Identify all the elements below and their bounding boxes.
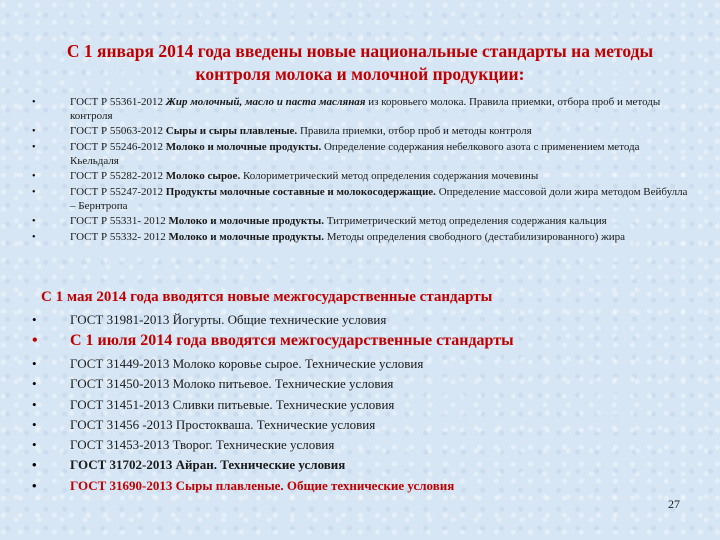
list-item (32, 125, 690, 139)
standard-code: ГОСТ Р 55361-2012 (70, 96, 164, 108)
bullet-icon: • (32, 216, 36, 228)
bullet-icon: • (32, 231, 36, 243)
national-standards-list (32, 96, 690, 247)
list-item (32, 437, 454, 457)
bullet-icon: • (32, 477, 37, 493)
july-standards-list (32, 356, 455, 498)
standard-name: Молоко и молочные продукты. (168, 215, 324, 228)
bullet-icon: • (32, 186, 36, 198)
bullet-icon: • (32, 171, 36, 183)
standard-code: ГОСТ Р 55332- 2012 (70, 230, 166, 243)
standard-code: ГОСТ Р 55246-2012 (70, 140, 164, 153)
standard-desc: Правила приемки, отбор проб и методы контроля (297, 125, 532, 138)
list-item (32, 96, 690, 123)
bullet-icon: • (32, 376, 37, 392)
july-heading: С 1 июля 2014 года вводятся межгосударственные стандарты (70, 332, 514, 349)
standard-desc: Титриметрический метод определения содержания кальция (323, 215, 607, 228)
july-heading-list (32, 331, 514, 351)
may-standards-list (32, 312, 387, 328)
standard-text: ГОСТ 31449-2013 Молоко коровье сырое. Технические условия (70, 356, 424, 371)
standard-code: ГОСТ Р 55282-2012 (70, 170, 164, 183)
standard-code: ГОСТ Р 55331- 2012 (70, 215, 166, 228)
standard-name: Сыры и сыры плавленые. (165, 125, 298, 138)
list-item (32, 215, 690, 229)
bullet-icon: • (32, 356, 37, 371)
standard-code: ГОСТ Р 55063-2012 (70, 125, 164, 138)
standard-name: Продукты молочные составные и молокосодержащие. (165, 185, 436, 198)
bullet-icon: • (32, 416, 37, 432)
standard-name: Молоко сырое. (165, 170, 241, 183)
bullet-icon: • (32, 396, 37, 412)
standard-text: ГОСТ 31690-2013 Сыры плавленые. Общие технические условия (70, 477, 455, 493)
list-item (32, 170, 690, 184)
bullet-icon: • (32, 126, 36, 138)
standard-code: ГОСТ Р 55247-2012 (70, 185, 164, 198)
standard-desc: Определение массовой доли жира методом Вейбулла – Бернтропа (70, 185, 688, 212)
bullet-icon: • (32, 437, 37, 453)
list-item (32, 331, 514, 351)
page-number: 27 (668, 497, 680, 511)
standard-text: ГОСТ 31450-2013 Молоко питьевое. Технические условия (70, 376, 394, 392)
list-item (32, 185, 690, 213)
list-item (32, 230, 690, 245)
standard-desc: из коровьего молока. Правила приемки, отбора проб и методы контроля (70, 96, 661, 122)
standard-name: Жир молочный, масло и паста масляная (165, 96, 366, 108)
list-item (32, 477, 455, 498)
bullet-icon: • (32, 97, 36, 108)
list-item (32, 140, 690, 168)
standard-desc: Определение содержания небелкового азота с применением метода Кьельдаля (70, 140, 640, 167)
list-item (32, 312, 387, 328)
bullet-icon: • (32, 141, 36, 153)
standard-desc: Колориметрический метод определения содержания мочевины (240, 170, 539, 183)
standard-text: ГОСТ 31702-2013 Айран. Технические условия (70, 457, 346, 473)
slide-title: С 1 января 2014 года введены новые национальные стандарты на методы контроля молока и молочной продукции: (66, 41, 654, 84)
standard-text: ГОСТ 31456 -2013 Простокваша. Технические условия (70, 416, 376, 432)
standard-text: ГОСТ 31453-2013 Творог. Технические условия (70, 437, 335, 453)
list-item (32, 457, 454, 477)
standard-text: ГОСТ 31451-2013 Сливки питьевые. Технические условия (70, 396, 395, 412)
list-item (32, 376, 454, 396)
bullet-icon: • (32, 457, 37, 473)
bullet-icon: • (32, 312, 37, 327)
bullet-icon: • (32, 332, 38, 349)
list-item (32, 396, 454, 417)
list-item (32, 416, 454, 437)
standard-text: ГОСТ 31981-2013 Йогурты. Общие технические условия (70, 312, 387, 327)
standard-desc: Методы определения свободного (дестабилизированного) жира (323, 230, 626, 243)
list-item (32, 356, 454, 376)
standard-name: Молоко и молочные продукты. (165, 140, 322, 153)
may-heading: С 1 мая 2014 года вводятся новые межгосударственные стандарты (41, 289, 493, 305)
standard-name: Молоко и молочные продукты. (168, 230, 324, 243)
